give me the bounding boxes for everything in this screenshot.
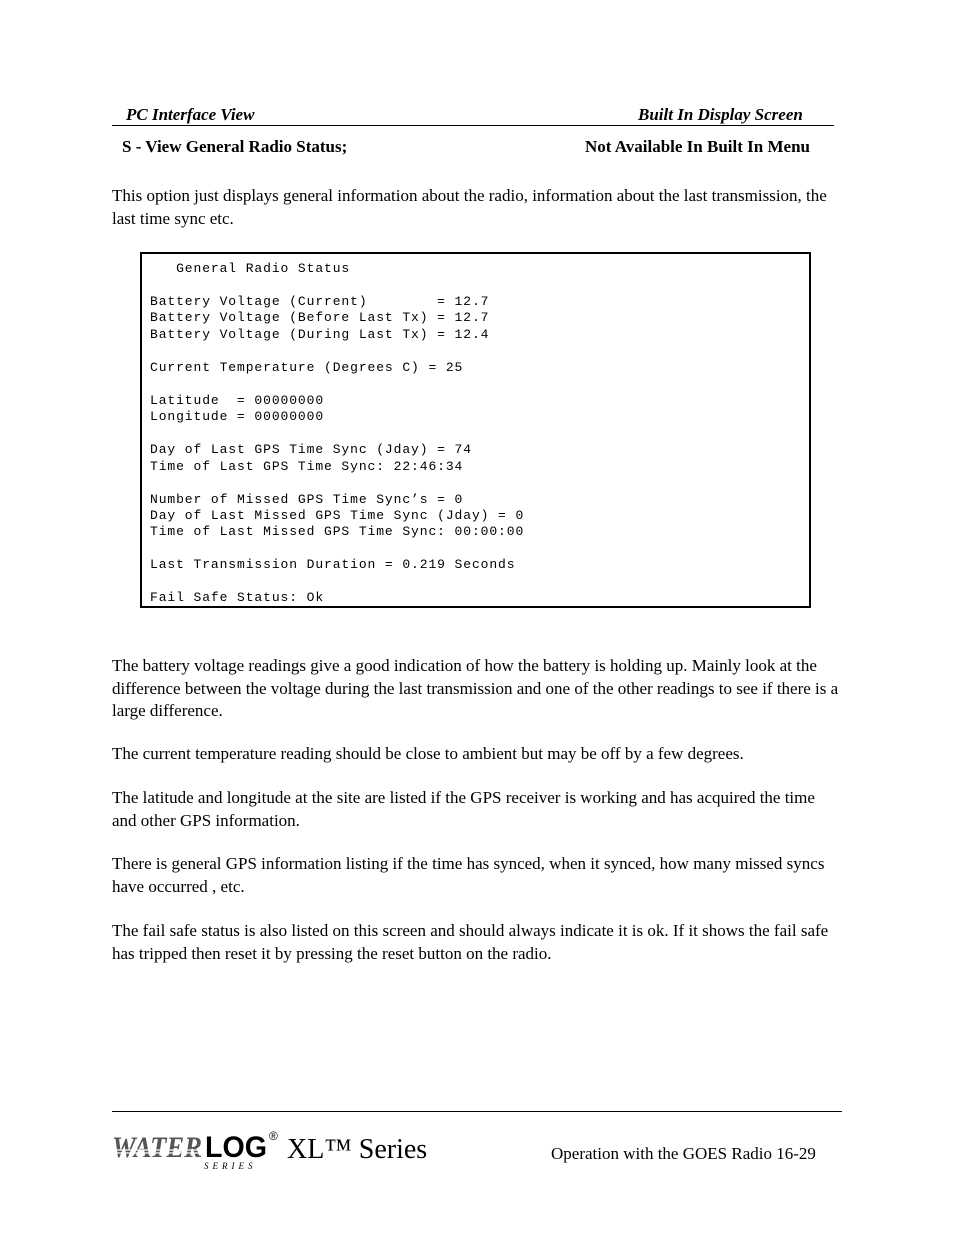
logo-series-text: SERIES <box>204 1161 257 1170</box>
product-series-title: XL™ Series <box>287 1134 428 1165</box>
gps-paragraph: There is general GPS information listing if the time has synced, when it synced, how many missed syncs have occurred , etc. <box>112 854 825 896</box>
header-rule <box>112 125 834 126</box>
section-availability-note: Not Available In Built In Menu <box>585 137 810 156</box>
section-title: S - View General Radio Status; <box>122 137 348 156</box>
intro-paragraph: This option just displays general information about the radio, information about the last transmission, the last time sync etc. <box>112 186 827 228</box>
terminal-line: Battery Voltage (Current) = 12.7 <box>150 294 490 309</box>
terminal-line: Current Temperature (Degrees C) = 25 <box>150 360 464 375</box>
temperature-paragraph: The current temperature reading should be close to ambient but may be off by a few degrees. <box>112 744 744 763</box>
logo-registered-mark: ® <box>269 1129 278 1143</box>
logo-water-text: WATER <box>112 1131 202 1164</box>
logo-log-text: LOG <box>205 1131 267 1164</box>
footer-rule <box>112 1111 842 1112</box>
terminal-line: Time of Last Missed GPS Time Sync: 00:00:00 <box>150 524 525 539</box>
terminal-line: Fail Safe Status: Ok <box>150 590 325 605</box>
terminal-line: General Radio Status <box>150 261 351 276</box>
waterlog-logo <box>112 1126 282 1170</box>
terminal-line: Latitude = 00000000 <box>150 393 325 408</box>
header-right-label: Built In Display Screen <box>638 105 803 124</box>
latlon-paragraph: The latitude and longitude at the site are listed if the GPS receiver is working and has acquired the time and other GPS information. <box>112 788 815 830</box>
terminal-line: Battery Voltage (Before Last Tx) = 12.7 <box>150 310 490 325</box>
terminal-line: Longitude = 00000000 <box>150 409 325 424</box>
terminal-line: Battery Voltage (During Last Tx) = 12.4 <box>150 327 490 342</box>
header-left-label: PC Interface View <box>126 105 255 124</box>
failsafe-paragraph: The fail safe status is also listed on this screen and should always indicate it is ok. If it shows the fail safe has tripped then reset it by pressing the reset button on the radio. <box>112 921 829 963</box>
terminal-line: Last Transmission Duration = 0.219 Seconds <box>150 557 516 572</box>
terminal-line: Day of Last GPS Time Sync (Jday) = 74 <box>150 442 472 457</box>
terminal-line: Number of Missed GPS Time Sync’s = 0 <box>150 492 464 507</box>
page-footer-label: Operation with the GOES Radio 16-29 <box>551 1144 816 1163</box>
terminal-screen <box>140 252 811 608</box>
terminal-line: Day of Last Missed GPS Time Sync (Jday) = 0 <box>150 508 525 523</box>
terminal-line: Time of Last GPS Time Sync: 22:46:34 <box>150 459 464 474</box>
battery-paragraph: The battery voltage readings give a good indication of how the battery is holding up. Mainly look at the difference between the voltage during the last transmission and one of the other readings to see if there is a large difference. <box>112 656 839 720</box>
